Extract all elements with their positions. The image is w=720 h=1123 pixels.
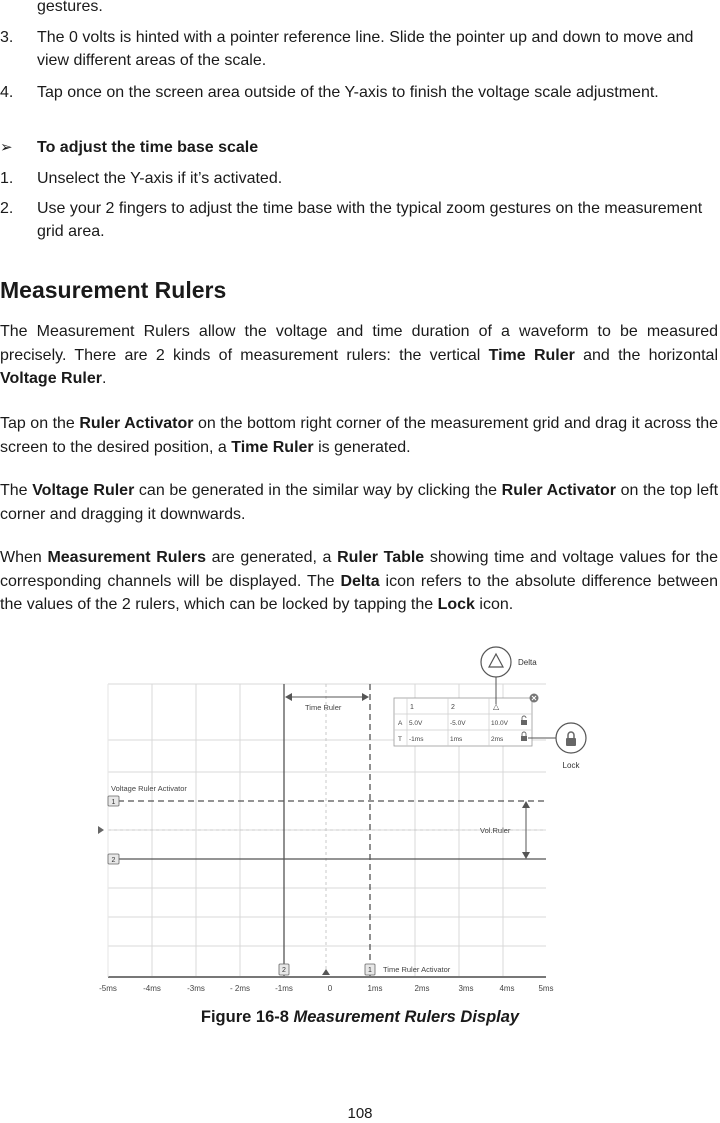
section-title: Measurement Rulers bbox=[0, 277, 227, 303]
x-tick-label: -3ms bbox=[187, 984, 205, 993]
x-tick-label: - 2ms bbox=[230, 984, 250, 993]
term-voltage-ruler: Voltage Ruler bbox=[32, 482, 135, 499]
term-ruler-table: Ruler Table bbox=[337, 549, 425, 566]
table-cell: 2ms bbox=[491, 736, 504, 743]
x-tick-label: 5ms bbox=[538, 984, 554, 993]
text: can be generated in the similar way by clicking the bbox=[134, 482, 502, 499]
list-item-unselect: Unselect the Y-axis if it’s activated. bbox=[37, 170, 283, 187]
text: icon refers to the absolute difference between the values of the 2 rulers, which can be locked by tapping the bbox=[0, 572, 718, 613]
arrow-bullet-icon: ➢ bbox=[0, 139, 13, 156]
voltage-ruler-2-marker: 2 bbox=[111, 857, 116, 864]
text: When bbox=[0, 549, 48, 566]
table-cell: 5.0V bbox=[409, 720, 423, 727]
text: . bbox=[101, 370, 107, 387]
table-cell: -5.0V bbox=[450, 720, 466, 727]
paragraph-ruler-table bbox=[0, 546, 718, 617]
text: is generated. bbox=[313, 438, 411, 456]
text: showing time and voltage values for the corresponding channels will be displayed. The bbox=[0, 549, 719, 590]
table-row-label: T bbox=[398, 736, 402, 743]
voltage-ruler-1-marker: 1 bbox=[111, 799, 116, 806]
list-item-zoom: Use your 2 fingers to adjust the time base with the typical zoom gestures on the measurement grid area. bbox=[37, 200, 703, 240]
caption-label: Figure 16-8 bbox=[200, 1008, 294, 1026]
term-time-ruler: Time Ruler bbox=[231, 438, 314, 456]
text: The bbox=[0, 482, 33, 499]
table-cell: -1ms bbox=[409, 736, 424, 743]
table-header-cell: 1 bbox=[410, 704, 414, 711]
x-tick-label: 4ms bbox=[499, 984, 515, 993]
x-tick-label: -5ms bbox=[99, 984, 117, 993]
rulers-display-svg bbox=[0, 640, 720, 1000]
figure-caption bbox=[0, 1008, 720, 1027]
paragraph-time-ruler bbox=[0, 412, 718, 459]
time-ruler-2-marker: 1 bbox=[368, 967, 372, 974]
vol-ruler-label: Vol.Ruler bbox=[480, 826, 511, 835]
page-number: 108 bbox=[347, 1105, 373, 1122]
text: and the horizontal bbox=[574, 346, 718, 364]
text: Tap on the bbox=[0, 415, 80, 432]
delta-label: Delta bbox=[518, 658, 537, 667]
x-tick-label: 0 bbox=[327, 984, 333, 993]
x-tick-label: 2ms bbox=[414, 984, 430, 993]
table-row-label: A bbox=[398, 720, 403, 727]
term-ruler-activator: Ruler Activator bbox=[501, 482, 616, 499]
x-tick-label: -1ms bbox=[275, 984, 293, 993]
table-cell: 1ms bbox=[450, 736, 463, 743]
text: icon. bbox=[474, 596, 514, 613]
table-header-cell: 2 bbox=[451, 704, 455, 711]
x-tick-label: 3ms bbox=[458, 984, 474, 993]
table-cell: 10.0V bbox=[491, 720, 508, 727]
voltage-ruler-activator-label: Voltage Ruler Activator bbox=[111, 784, 187, 793]
time-ruler-activator-label: Time Ruler Activator bbox=[383, 965, 451, 974]
caption-title: Measurement Rulers Display bbox=[293, 1008, 520, 1026]
subheading-time-base: To adjust the time base scale bbox=[37, 139, 259, 156]
text: on the bottom right corner of the measurement grid and drag it across the screen to the desired position, a bbox=[0, 415, 719, 456]
ruler-table bbox=[394, 694, 539, 747]
zero-volt-pointer-icon[interactable] bbox=[98, 826, 104, 834]
x-axis-tick-labels bbox=[99, 984, 553, 993]
time-ruler-1-marker: 2 bbox=[282, 967, 286, 974]
text: are generated, a bbox=[206, 549, 338, 566]
x-tick-label: 1ms bbox=[367, 984, 383, 993]
term-lock: Lock bbox=[437, 596, 475, 613]
measurement-rulers-figure bbox=[0, 640, 720, 1000]
list-item-4: Tap once on the screen area outside of the Y-axis to finish the voltage scale adjustment. bbox=[37, 84, 659, 101]
text: The Measurement Rulers allow the voltage and time duration of a waveform to be measured precisely. There are 2 kinds of measurement rulers: the vertical bbox=[0, 323, 718, 364]
list-item-3: The 0 volts is hinted with a pointer reference line. Slide the pointer up and down to move and view different areas of the scale. bbox=[37, 29, 694, 69]
term-time-ruler: Time Ruler bbox=[488, 346, 575, 364]
lock-label: Lock bbox=[562, 761, 580, 770]
close-icon[interactable] bbox=[530, 694, 539, 703]
time-ruler-label: Time Ruler bbox=[305, 703, 342, 712]
text: on the top left corner and dragging it downwards. bbox=[0, 482, 719, 523]
term-measurement-rulers: Measurement Rulers bbox=[47, 549, 207, 566]
list-number: 1. bbox=[0, 170, 14, 187]
list-item-2-tail: gestures. bbox=[37, 0, 103, 15]
paragraph-intro bbox=[0, 320, 718, 391]
term-ruler-activator: Ruler Activator bbox=[79, 415, 194, 432]
list-number: 2. bbox=[0, 200, 14, 217]
table-header-delta: △ bbox=[493, 702, 500, 711]
list-number: 3. bbox=[0, 29, 14, 46]
term-voltage-ruler: Voltage Ruler bbox=[0, 370, 102, 387]
term-delta: Delta bbox=[340, 572, 380, 590]
list-number: 4. bbox=[0, 84, 14, 101]
x-tick-label: -4ms bbox=[143, 984, 161, 993]
paragraph-voltage-ruler bbox=[0, 479, 718, 526]
delta-callout-circle bbox=[481, 647, 511, 677]
